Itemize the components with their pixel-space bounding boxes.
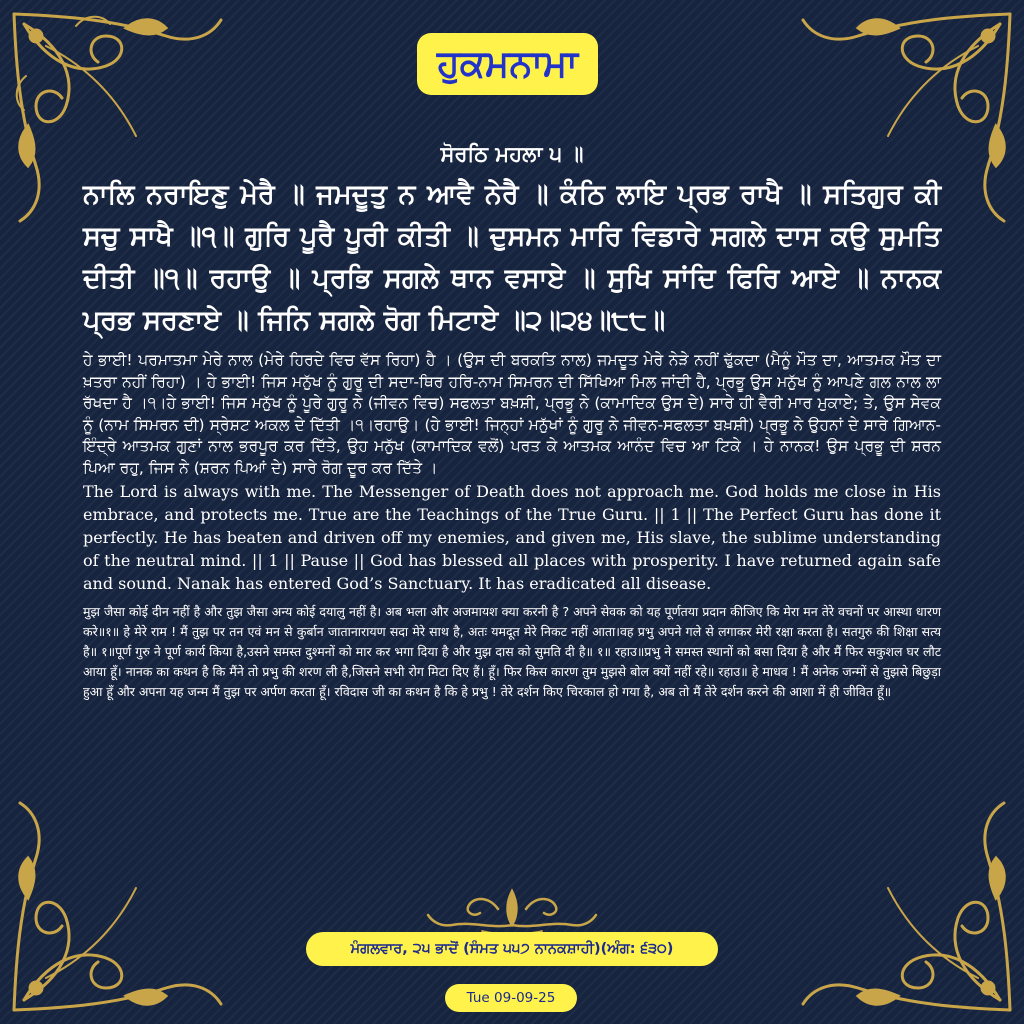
- gregorian-date-pill: Tue 09-09-25: [445, 984, 577, 1012]
- nanakshahi-date-pill: ਮੰਗਲਵਾਰ, ੨੫ ਭਾਦੋਂ (ਸੰਮਤ ੫੫੭ ਨਾਨਕਸ਼ਾਹੀ)(ਅੰਗ: ੬੩੦): [306, 932, 718, 966]
- gold-corner-ornament-bottom-left: [6, 788, 236, 1018]
- hukamnama-content: [83, 138, 941, 702]
- punjabi-meaning: ਹੇ ਭਾਈ! ਪਰਮਾਤਮਾ ਮੇਰੇ ਨਾਲ (ਮੇਰੇ ਹਿਰਦੇ ਵਿਚ ਵੱਸ ਰਿਹਾ) ਹੈ । (ਉਸ ਦੀ ਬਰਕਤਿ ਨਾਲ) ਜਮਦੂਤ ਮੇਰੇ ਨੇੜੇ ਨਹੀਂ ਢੁੱਕਦਾ (ਮੈਨੂੰ ਮੌਤ ਦਾ, ਆਤਮਕ ਮੌਤ ਦਾ ਖ਼ਤਰਾ ਨਹੀਂ ਰਿਹਾ) । ਹੇ ਭਾਈ! ਜਿਸ ਮਨੁੱਖ ਨੂੰ ਗੁਰੂ ਦੀ ਸਦਾ-ਥਿਰ ਹਰਿ-ਨਾਮ ਸਿਮਰਨ ਦੀ ਸਿੱਖਿਆ ਮਿਲ ਜਾਂਦੀ ਹੈ, ਪ੍ਰਭੂ ਉਸ ਮਨੁੱਖ ਨੂੰ ਆਪਣੇ ਗਲ ਨਾਲ ਲਾ ਰੱਖਦਾ ਹੈ ।੧।ਹੇ ਭਾਈ! ਜਿਸ ਮਨੁੱਖ ਨੂੰ ਪੂਰੇ ਗੁਰੂ ਨੇ (ਜੀਵਨ ਵਿਚ) ਸਫਲਤਾ ਬਖ਼ਸ਼ੀ, ਪ੍ਰਭੂ ਨੇ (ਕਾਮਾਦਿਕ ਉਸ ਦੇ) ਸਾਰੇ ਹੀ ਵੈਰੀ ਮਾਰ ਮੁਕਾਏ; ਤੇ, ਉਸ ਸੇਵਕ ਨੂੰ (ਨਾਮ ਸਿਮਰਨ ਦੀ) ਸ੍ਰੇਸ਼ਟ ਅਕਲ ਦੇ ਦਿੱਤੀ ।੧।ਰਹਾਉ। (ਹੇ ਭਾਈ! ਜਿਨ੍ਹਾਂ ਮਨੁੱਖਾਂ ਨੂੰ ਗੁਰੂ ਨੇ ਜੀਵਨ-ਸਫਲਤਾ ਬਖ਼ਸ਼ੀ) ਪ੍ਰਭੂ ਨੇ ਉਹਨਾਂ ਦੇ ਸਾਰੇ ਗਿਆਨ-ਇੰਦ੍ਰੇ ਆਤਮਕ ਗੁਣਾਂ ਨਾਲ ਭਰਪੂਰ ਕਰ ਦਿੱਤੇ, ਉਹ ਮਨੁੱਖ (ਕਾਮਾਦਿਕ ਵਲੋਂ) ਪਰਤ ਕੇ ਆਤਮਕ ਆਨੰਦ ਵਿਚ ਆ ਟਿਕੇ । ਹੇ ਨਾਨਕ! ਉਸ ਪ੍ਰਭੂ ਦੀ ਸ਼ਰਨ ਪਿਆ ਰਹੁ, ਜਿਸ ਨੇ (ਸ਼ਰਨ ਪਿਆਂ ਦੇ) ਸਾਰੇ ਰੋਗ ਦੂਰ ਕਰ ਦਿੱਤੇ ।: [83, 351, 941, 477]
- hindi-meaning: मुझ जैसा कोई दीन नहीं है और तुझ जैसा अन्य कोई दयालु नहीं है। अब भला और अजमायश क्या करनी है ? अपने सेवक को यह पूर्णतया प्रदान कीजिए कि मेरा मन तेरे वचनों पर आस्था धारण करे॥१॥ हे मेरे राम ! मैं तुझ पर तन एवं मन से कुर्बान जातानारायण सदा मेरे साथ है, अतः यमदूत मेरे निकट नहीं आता।वह प्रभु अपने गले से लगाकर मेरी रक्षा करता है। सतगुरु की शिक्षा सत्य है॥ १॥पूर्ण गुरु ने पूर्ण कार्य किया है,उसने समस्त दुश्मनों को मार कर भगा दिया है और मुझ दास को सुमति दी है॥ १॥ रहाउ॥प्रभु ने समस्त स्थानों को बसा दिया है और मैं फिर सकुशल घर लौट आया हूँ। नानक का कथन है कि मैंने तो प्रभु की शरण ली है,जिसने सभी रोग मिटा दिए हैं। हूँ। फिर किस कारण तुम मुझसे बोल क्यों नहीं रहे॥ रहाउ॥ हे माधव ! मैं अनेक जन्मों से तुझसे बिछुड़ा हुआ हूँ और अपना यह जन्म मैं तुझ पर अर्पण करता हूँ। रविदास जी का कथन है कि हे प्रभु ! तेरे दर्शन किए चिरकाल हो गया है, अब तो मैं तेरे दर्शन करने की आशा में ही जीवित हूँ॥: [83, 604, 941, 699]
- gold-divider-ornament: [422, 885, 602, 937]
- english-meaning: The Lord is always with me. The Messenger of Death does not approach me. God holds me close in His embrace, and protects me. True are the Teachings of the True Guru. || 1 || The Perfect Guru has done it perfectly. He has beaten and driven off my enemies, and given me, His slave, the sublime understanding of the neutral mind. || 1 || Pause || God has blessed all places with prosperity. I have returned again safe and sound. Nanak has entered God’s Sanctuary. It has eradicated all disease.: [83, 482, 941, 593]
- gold-corner-ornament-bottom-right: [788, 788, 1018, 1018]
- raag-heading: ਸੋਰਠਿ ਮਹਲਾ ੫ ॥: [440, 142, 584, 166]
- gurbani-verse: ਨਾਲਿ ਨਰਾਇਣੁ ਮੇਰੈ ॥ ਜਮਦੂਤੁ ਨ ਆਵੈ ਨੇਰੈ ॥ ਕੰਠਿ ਲਾਇ ਪ੍ਰਭ ਰਾਖੈ ॥ ਸਤਿਗੁਰ ਕੀ ਸਚੁ ਸਾਖੈ ॥੧॥ ਗੁਰਿ ਪੂਰੈ ਪੂਰੀ ਕੀਤੀ ॥ ਦੁਸਮਨ ਮਾਰਿ ਵਿਡਾਰੇ ਸਗਲੇ ਦਾਸ ਕਉ ਸੁਮਤਿ ਦੀਤੀ ॥੧॥ ਰਹਾਉ ॥ ਪ੍ਰਭਿ ਸਗਲੇ ਥਾਨ ਵਸਾਏ ॥ ਸੁਖਿ ਸਾਂਦਿ ਫਿਰਿ ਆਏ ॥ ਨਾਨਕ ਪ੍ਰਭ ਸਰਣਾਏ ॥ ਜਿਨਿ ਸਗਲੇ ਰੋਗ ਮਿਟਾਏ ॥੨॥੨੪॥੮੮॥: [83, 179, 941, 336]
- title-badge: ਹੁਕਮਨਾਮਾ: [417, 33, 598, 95]
